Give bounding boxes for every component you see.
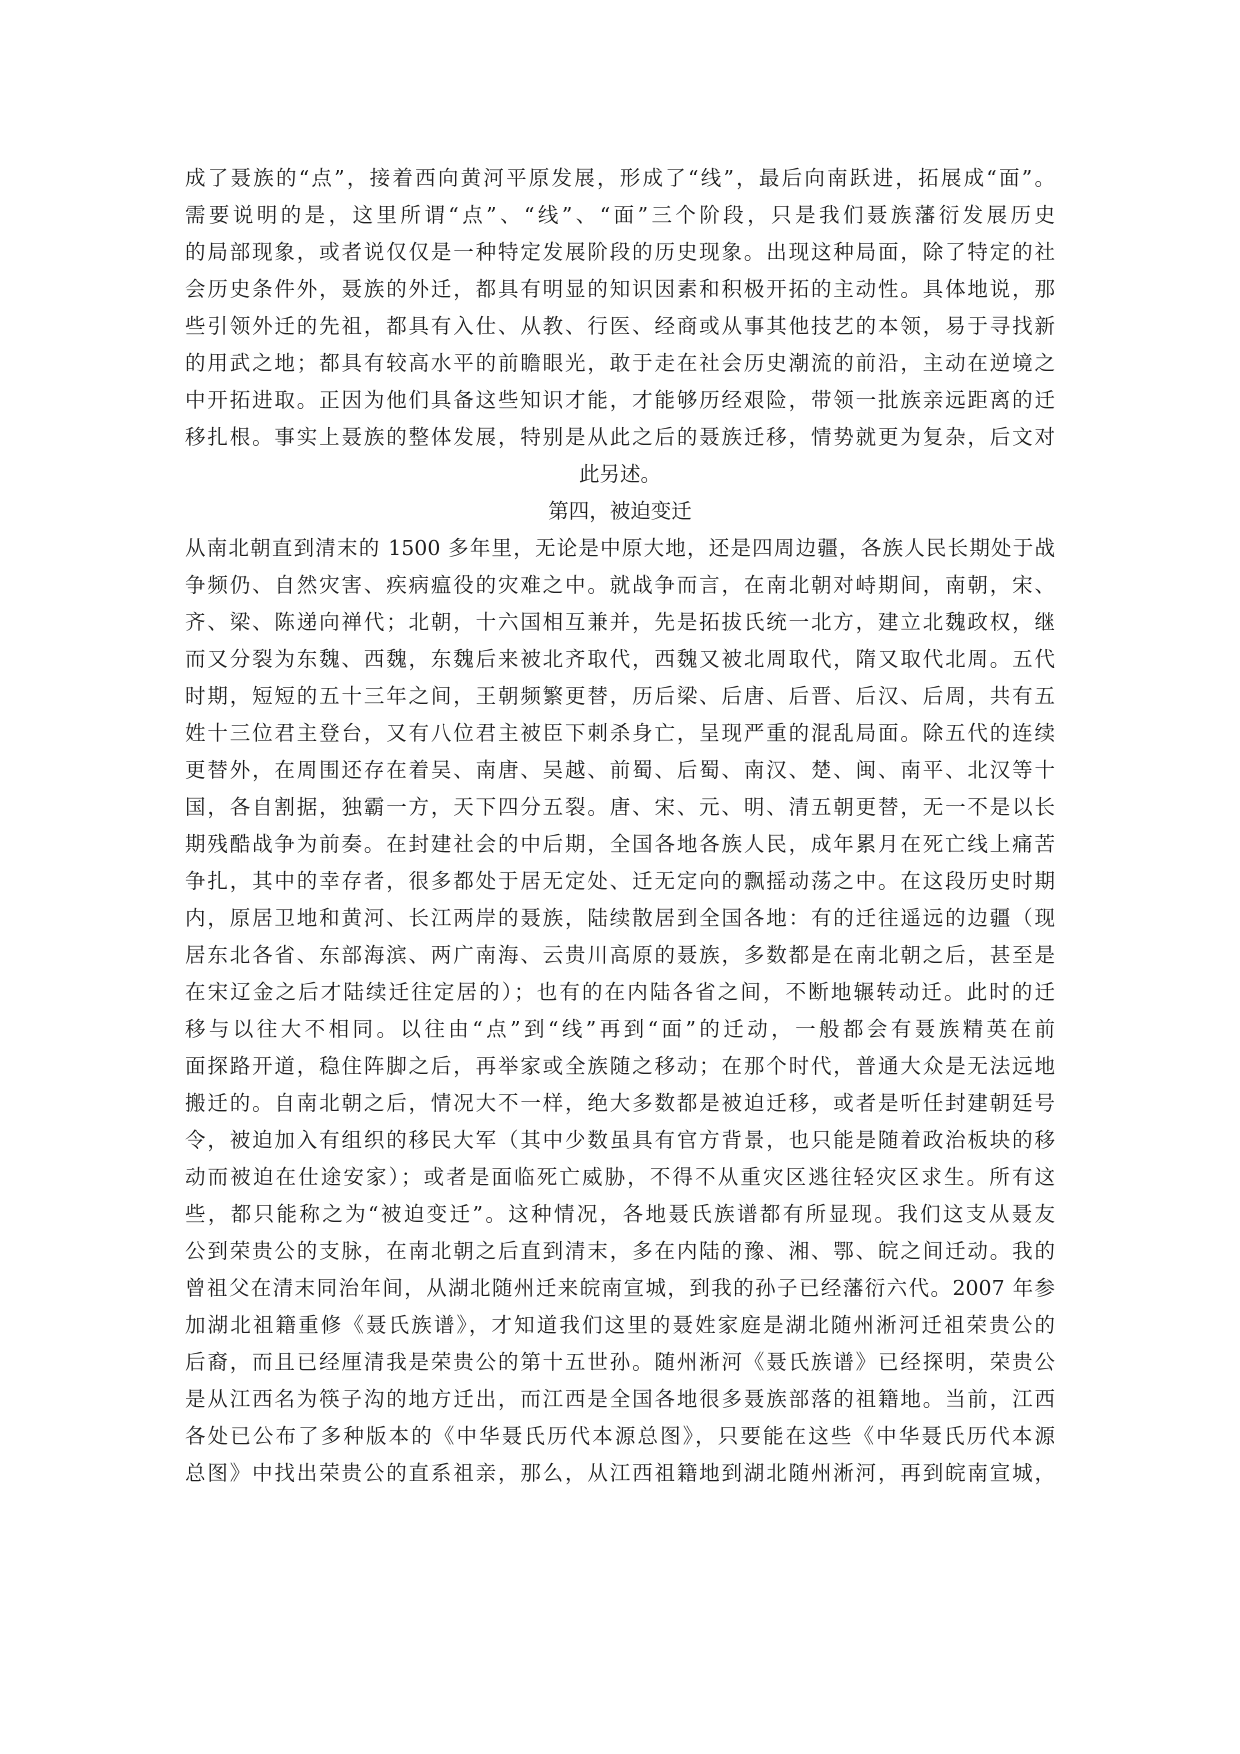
paragraph-line: 居东北各省、东部海滨、两广南海、云贵川高原的聂族，多数都是在南北朝之后，甚至是 (185, 943, 1055, 967)
paragraph-line: 争扎，其中的幸存者，很多都处于居无定处、迁无定向的飘摇动荡之中。在这段历史时期 (185, 869, 1055, 893)
paragraph-line: 些，都只能称之为“被迫变迁”。这种情况，各地聂氏族谱都有所显现。我们这支从聂友 (185, 1202, 1055, 1226)
paragraph-line: 时期，短短的五十三年之间，王朝频繁更替，历后梁、后唐、后晋、后汉、后周，共有五 (185, 684, 1055, 708)
paragraph-2 (185, 530, 1055, 1492)
paragraph-line: 的局部现象，或者说仅仅是一种特定发展阶段的历史现象。出现这种局面，除了特定的社 (185, 240, 1055, 264)
paragraph-line: 的用武之地；都具有较高水平的前瞻眼光，敢于走在社会历史潮流的前沿，主动在逆境之 (185, 351, 1055, 375)
paragraph-line: 争频仍、自然灾害、疾病瘟役的灾难之中。就战争而言，在南北朝对峙期间，南朝，宋、 (185, 573, 1055, 597)
paragraph-line: 总图》中找出荣贵公的直系祖亲，那么，从江西祖籍地到湖北随州淅河，再到皖南宣城， (185, 1461, 1055, 1485)
paragraph-line: 而又分裂为东魏、西魏，东魏后来被北齐取代，西魏又被北周取代，隋又取代北周。五代 (185, 647, 1055, 671)
section-heading: 第四，被迫变迁 (548, 499, 692, 523)
paragraph-line: 内，原居卫地和黄河、长江两岸的聂族，陆续散居到全国各地：有的迁往遥远的边疆（现 (185, 906, 1055, 930)
paragraph-line: 动而被迫在仕途安家）；或者是面临死亡威胁，不得不从重灾区逃往轻灾区求生。所有这 (185, 1165, 1055, 1189)
paragraph-line: 公到荣贵公的支脉，在南北朝之后直到清末，多在内陆的豫、湘、鄂、皖之间迁动。我的 (185, 1239, 1055, 1263)
paragraph-line: 会历史条件外，聂族的外迁，都具有明显的知识因素和积极开拓的主动性。具体地说，那 (185, 277, 1055, 301)
paragraph-line: 齐、梁、陈递向禅代；北朝，十六国相互兼并，先是拓拔氏统一北方，建立北魏政权，继 (185, 610, 1055, 634)
paragraph-line-end: 此另述。 (579, 462, 661, 486)
paragraph-1 (185, 160, 1055, 493)
paragraph-line: 中开拓进取。正因为他们具备这些知识才能，才能够历经艰险，带领一批族亲远距离的迁 (185, 388, 1055, 412)
paragraph-line: 搬迁的。自南北朝之后，情况大不一样，绝大多数都是被迫迁移，或者是听任封建朝廷号 (185, 1091, 1055, 1115)
paragraph-line: 后裔，而且已经厘清我是荣贵公的第十五世孙。随州淅河《聂氏族谱》已经探明，荣贵公 (185, 1350, 1055, 1374)
paragraph-line: 加湖北祖籍重修《聂氏族谱》，才知道我们这里的聂姓家庭是湖北随州淅河迁祖荣贵公的 (185, 1313, 1055, 1337)
paragraph-line: 期残酷战争为前奏。在封建社会的中后期，全国各地各族人民，成年累月在死亡线上痛苦 (185, 832, 1055, 856)
paragraph-line: 国，各自割据，独霸一方，天下四分五裂。唐、宋、元、明、清五朝更替，无一不是以长 (185, 795, 1055, 819)
paragraph-line: 些引领外迁的先祖，都具有入仕、从教、行医、经商或从事其他技艺的本领，易于寻找新 (185, 314, 1055, 338)
paragraph-line: 需要说明的是，这里所谓“点”、“线”、“面”三个阶段，只是我们聂族藩衍发展历史 (185, 203, 1055, 227)
paragraph-line: 姓十三位君主登台，又有八位君主被臣下刺杀身亡，呈现严重的混乱局面。除五代的连续 (185, 721, 1055, 745)
paragraph-line: 面探路开道，稳住阵脚之后，再举家或全族随之移动；在那个时代，普通大众是无法远地 (185, 1054, 1055, 1078)
paragraph-line: 是从江西名为筷子沟的地方迁出，而江西是全国各地很多聂族部落的祖籍地。当前，江西 (185, 1387, 1055, 1411)
paragraph-line: 移与以往大不相同。以往由“点”到“线”再到“面”的迁动，一般都会有聂族精英在前 (185, 1017, 1055, 1041)
paragraph-line: 成了聂族的“点”，接着西向黄河平原发展，形成了“线”，最后向南跃进，拓展成“面”。 (185, 166, 1055, 190)
document-page (185, 160, 1055, 1492)
paragraph-line: 各处已公布了多种版本的《中华聂氏历代本源总图》，只要能在这些《中华聂氏历代本源 (185, 1424, 1055, 1448)
paragraph-line: 更替外，在周围还存在着吴、南唐、吴越、前蜀、后蜀、南汉、楚、闽、南平、北汉等十 (185, 758, 1055, 782)
paragraph-line: 移扎根。事实上聂族的整体发展，特别是从此之后的聂族迁移，情势就更为复杂，后文对 (185, 425, 1055, 449)
paragraph-line: 令，被迫加入有组织的移民大军（其中少数虽具有官方背景，也只能是随着政治板块的移 (185, 1128, 1055, 1152)
paragraph-line: 从南北朝直到清末的 1500 多年里，无论是中原大地，还是四周边疆，各族人民长期处于战 (185, 536, 1055, 560)
paragraph-line: 曾祖父在清末同治年间，从湖北随州迁来皖南宣城，到我的孙子已经藩衍六代。2007 年参 (185, 1276, 1055, 1300)
paragraph-line: 在宋辽金之后才陆续迁往定居的）；也有的在内陆各省之间，不断地辗转动迁。此时的迁 (185, 980, 1055, 1004)
